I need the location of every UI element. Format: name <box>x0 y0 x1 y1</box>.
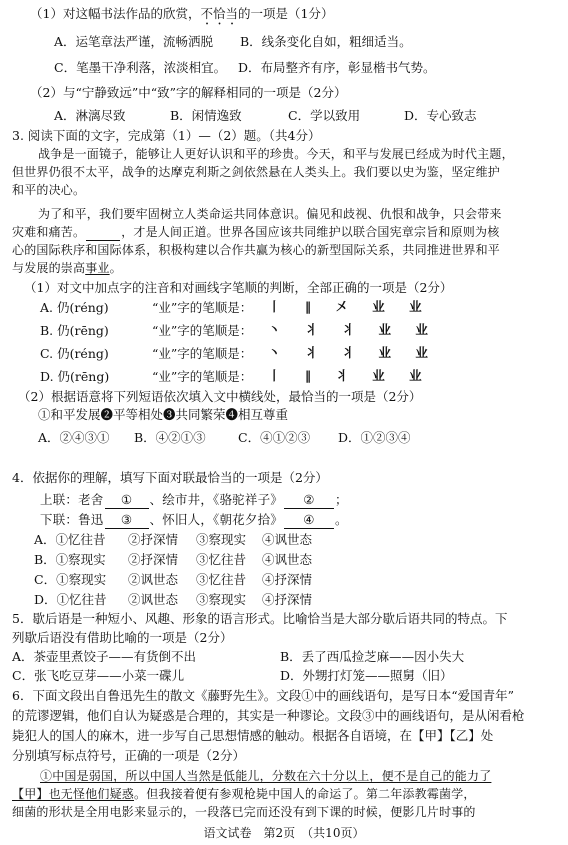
q6-line4: 分别填写标点符号，正确的一项是（2分） <box>12 748 245 763</box>
q4-upper-couplet <box>40 492 348 509</box>
q2-p1-stem-tail: 的一项是（1分） <box>237 6 334 21</box>
q5-option-b: B．丢了西瓜捡芝麻——因小失大 <box>280 649 465 664</box>
q6-text-underlined: 【甲】也无怪他们疑惑 <box>12 787 135 801</box>
q4-upper-head: 上联：老舍 <box>40 492 104 507</box>
q2-p1-stem-text: （1）对这幅书法作品的欣赏， <box>30 6 201 21</box>
q2-p1-option-c: C．笔墨干净利落，浓淡相宜。 <box>54 60 227 75</box>
q4-option-b-4: ④讽世态 <box>262 552 313 567</box>
q3-para2-line3: 心的国际秩序和国际体系，积极构建以合作共赢为核心的新型国际关系，共同推进世界和平 <box>12 243 501 257</box>
q3-s1-option-b-strokes: 丶 丬 丬 业 业 <box>268 322 438 337</box>
q3-s2-stem: （2）根据语意将下列短语依次填入文中横线处，最恰当的一项是（2分） <box>18 389 422 404</box>
q4-option-d-3: ③察现实 <box>196 592 247 607</box>
q2-p1-option-b: B．线条变化自如，粗细适当。 <box>240 34 412 49</box>
q4-blank-3[interactable]: ③ <box>105 512 149 529</box>
q4-option-b-3: ③忆往昔 <box>196 552 247 567</box>
q3-s1-option-d-ye: “业”字的笔顺是： <box>152 369 253 384</box>
q3-fill-blank[interactable] <box>86 224 120 241</box>
q3-para2-line2-head: 灾难和痛苦。 <box>12 225 86 239</box>
q5-option-a: A．茶壶里煮饺子——有货倒不出 <box>12 649 197 664</box>
q3-s1-option-c-ye: “业”字的笔顺是： <box>152 346 253 361</box>
q4-title: 4．依据你的理解，填写下面对联最恰当的一项是（2分） <box>12 470 328 485</box>
q2-p2-option-c: C．学以致用 <box>288 108 361 123</box>
q3-para1-line2: 但世界仍很不太平，战争的达摩克利斯之剑依然悬在人类头上。我们要以史为鉴，坚定维护 <box>12 165 501 179</box>
page-footer: 语文试卷 第2页 （共10页） <box>203 826 365 840</box>
q3-s1-option-b-label: B. 仍(rēng) <box>40 323 109 338</box>
q3-s1-option-a-label: A. 仍(réng) <box>40 300 109 315</box>
q6-text-line3: 细菌的形状是全用电影来显示的，一段落已完而还没有到下课的时候，便影几片时事的 <box>12 805 476 819</box>
q2-p2-stem: （2）与“宁静致远”中“致”字的解释相同的一项是（2分） <box>30 85 347 100</box>
q4-option-a-1: A．①忆往昔 <box>34 532 106 547</box>
q3-s1-option-b-ye: “业”字的笔顺是： <box>152 323 253 338</box>
q3-para2-line4-head: 与发展的崇高 <box>12 261 86 275</box>
q6-text-line1: ①中国是弱国，所以中国人当然是低能儿，分数在六十分以上，便不是自己的能力了 <box>40 769 492 783</box>
q4-blank-2[interactable]: ② <box>284 492 334 509</box>
q4-upper-mid: 、绘市井，《骆驼祥子》 <box>149 492 283 507</box>
q4-blank-4[interactable]: ④ <box>284 512 334 529</box>
q3-title: 3. 阅读下面的文字，完成第（1）—（2）题。（共4分） <box>12 128 321 143</box>
q3-underlined-word: 事业 <box>85 261 110 275</box>
q6-line2: 的荒谬逻辑，他们自认为疑惑是合理的，其实是一种谬论。文段③中的画线语句，是从闲看枪 <box>12 708 525 723</box>
q3-s2-phrases: ①和平发展❷平等相处❸共同繁荣❹相互尊重 <box>38 407 289 422</box>
q3-s2-option-b: B．④②①③ <box>134 430 206 445</box>
q4-option-c-4: ④抒深情 <box>262 572 313 587</box>
q6-text-line2 <box>12 786 476 802</box>
q3-para1-line1: 战争是一面镜子，能够让人更好认识和平的珍贵。今天，和平与发展已经成为时代主题， <box>38 147 514 161</box>
q3-s1-option-c-strokes: 丶 丬 丬 业 业 <box>268 345 438 360</box>
q5-option-d: D．外甥打灯笼——照舅（旧） <box>280 668 453 683</box>
q3-para2-line1: 为了和平，我们要牢固树立人类命运共同体意识。偏见和歧视、仇恨和战争，只会带来 <box>38 207 502 221</box>
q3-s1-option-a-strokes: 丨 ‖ 㐅 业 业 <box>268 299 432 314</box>
q4-lower-end: 。 <box>334 512 348 527</box>
q5-option-c: C．张飞吃豆芽——小菜一碟儿 <box>12 668 185 683</box>
q6-line1: 6．下面文段出自鲁迅先生的散文《藤野先生》。文段①中的画线语句，是写日本“爱国青年” <box>12 688 514 703</box>
q4-option-d-2: ②讽世态 <box>128 592 179 607</box>
q4-lower-head: 下联：鲁迅 <box>40 512 104 527</box>
q4-option-a-4: ④讽世态 <box>262 532 313 547</box>
q2-p2-option-b: B．闲情逸致 <box>170 108 242 123</box>
q4-option-d-4: ④抒深情 <box>262 592 313 607</box>
q3-para2-line2 <box>12 224 499 241</box>
q2-p1-negation: 不恰当 <box>200 6 238 21</box>
q3-s2-option-c: C．④①②③ <box>238 430 311 445</box>
q5-line1: 5．歇后语是一种短小、风趣、形象的语言形式。比喻恰当是大部分歇后语共同的特点。下 <box>12 611 508 626</box>
q4-option-a-3: ③察现实 <box>196 532 247 547</box>
q2-p1-option-d: D．布局整齐有序，彰显楷书气势。 <box>238 60 436 75</box>
q3-para2-line2-tail: ，才是人间正道。世界各国应该共同维护以联合国宪章宗旨和原则为核 <box>121 225 500 239</box>
q3-para1-line3: 和平的决心。 <box>12 183 86 197</box>
q4-lower-mid: 、怀旧人，《朝花夕拾》 <box>149 512 283 527</box>
q3-s2-option-a: A．②④③① <box>38 430 110 445</box>
q4-option-c-3: ③忆往昔 <box>196 572 247 587</box>
q3-s1-option-c-label: C. 仍(réng) <box>40 346 109 361</box>
q4-option-c-1: C．①察现实 <box>34 572 107 587</box>
q4-lower-couplet <box>40 512 348 529</box>
q4-blank-1[interactable]: ① <box>105 492 149 509</box>
q3-s1-option-d-label: D. 仍(rēng) <box>40 369 110 384</box>
q2-p1-stem <box>30 6 333 28</box>
q2-p2-option-a: A．淋漓尽致 <box>54 108 126 123</box>
q3-s2-option-d: D．①②③④ <box>338 430 411 445</box>
q2-p1-option-a: A．运笔章法严谨，流畅洒脱 <box>54 34 214 49</box>
q3-para2-line4 <box>12 260 122 276</box>
q3-s1-option-d-strokes: 丨 ‖ 丬 业 业 <box>268 368 432 383</box>
q3-para2-line4-tail: 。 <box>109 261 122 275</box>
q4-option-c-2: ②讽世态 <box>128 572 179 587</box>
q4-option-b-1: B．①察现实 <box>34 552 106 567</box>
q2-p2-option-d: D．专心致志 <box>404 108 477 123</box>
q6-text-line2-tail: 。但我接着便有参观枪毙中国人的命运了。第二年添教霉菌学， <box>134 787 476 801</box>
q4-option-b-2: ②抒深情 <box>128 552 179 567</box>
q4-option-d-1: D．①忆往昔 <box>34 592 107 607</box>
q6-line3: 毙犯人的国人的麻木，进一步写自己思想情感的触动。根据各自语境，在【甲】【乙】处 <box>12 728 494 743</box>
q3-s1-stem: （1）对文中加点字的注音和对画线字笔顺的判断，全部正确的一项是（2分） <box>24 280 453 295</box>
q4-option-a-2: ②抒深情 <box>128 532 179 547</box>
q4-upper-end: ； <box>334 492 348 507</box>
q5-line2: 列歇后语没有借助比喻的一项是（2分） <box>12 630 233 645</box>
q3-s1-option-a-ye: “业”字的笔顺是： <box>152 300 253 315</box>
